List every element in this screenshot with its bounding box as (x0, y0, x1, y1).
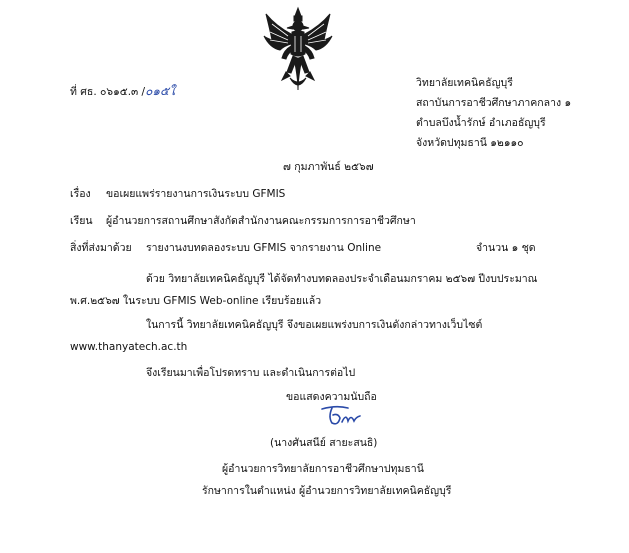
closing-salutation: ขอแสดงความนับถือ (286, 391, 377, 403)
handwritten-reference-number: ๐๑๕ใ (145, 84, 175, 98)
body-paragraph-2-line-1: ในการนี้ วิทยาลัยเทคนิคธัญบุรี จึงขอเผยแพร่งบการเงินดังกล่าวทางเว็บไซต์ (146, 319, 483, 331)
website-link[interactable]: www.thanyatech.ac.th (70, 341, 188, 353)
address-line-4: จังหวัดปทุมธานี ๑๒๑๑๐ (416, 137, 524, 149)
handwritten-signature (318, 403, 364, 427)
body-paragraph-1-line-1: ด้วย วิทยาลัยเทคนิคธัญบุรี ได้จัดทำงบทดลองประจำเดือนมกราคม ๒๕๖๗ ปีงบประมาณ (146, 273, 538, 285)
body-paragraph-3: จึงเรียนมาเพื่อโปรดทราบ และดำเนินการต่อไป (146, 367, 356, 379)
signer-title-2: รักษาการในตำแหน่ง ผู้อำนวยการวิทยาลัยเทคนิคธัญบุรี (202, 485, 452, 497)
address-line-3: ตำบลบึงน้ำรักษ์ อำเภอธัญบุรี (416, 117, 546, 129)
reference-number (70, 84, 175, 99)
garuda-emblem-icon (262, 6, 334, 94)
attachment-text: รายงานงบทดลองระบบ GFMIS จากรายงาน Online (146, 242, 382, 254)
recipient-text: ผู้อำนวยการสถานศึกษาสังกัดสำนักงานคณะกรรมการการอาชีวศึกษา (106, 215, 416, 227)
signer-name: (นางศันสนีย์ สายะสนธิ) (270, 437, 378, 449)
recipient-label: เรียน (70, 215, 93, 227)
attachment-quantity: จำนวน ๑ ชุด (476, 242, 536, 254)
reference-prefix: ที่ ศธ. ๐๖๑๕.๓ / (70, 86, 146, 98)
letter-date: ๗ กุมภาพันธ์ ๒๕๖๗ (283, 161, 374, 173)
subject-text: ขอเผยแพร่รายงานการเงินระบบ GFMIS (106, 188, 286, 200)
address-line-1: วิทยาลัยเทคนิคธัญบุรี (416, 77, 513, 89)
body-paragraph-1-line-2: พ.ศ.๒๕๖๗ ในระบบ GFMIS Web-online เรียบร้อยแล้ว (70, 295, 322, 307)
address-line-2: สถาบันการอาชีวศึกษาภาคกลาง ๑ (416, 97, 572, 109)
subject-label: เรื่อง (70, 188, 91, 200)
attachment-label: สิ่งที่ส่งมาด้วย (70, 242, 132, 254)
signer-title-1: ผู้อำนวยการวิทยาลัยการอาชีวศึกษาปทุมธานี (222, 463, 424, 475)
